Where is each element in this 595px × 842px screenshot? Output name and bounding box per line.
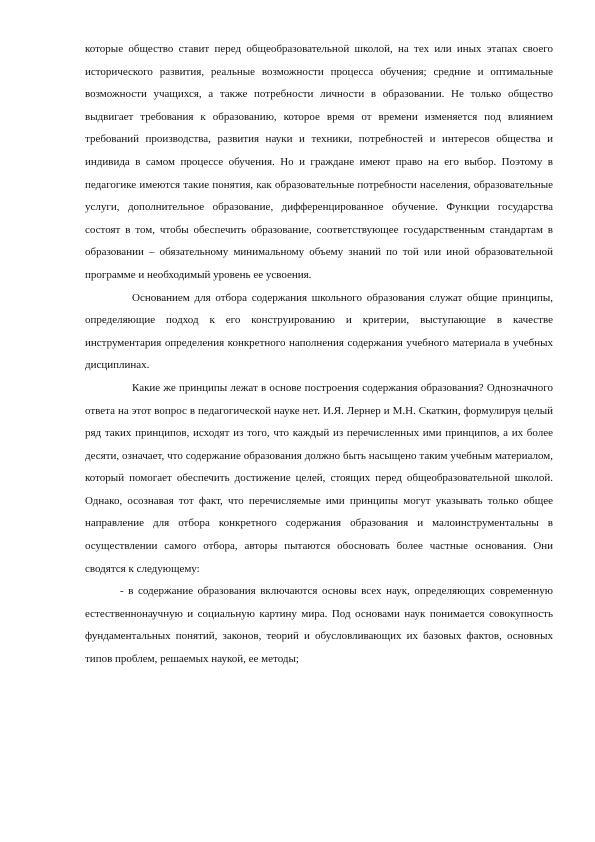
list-item-1: - в содержание образования включаются основы всех наук, определяющих современную естественнонаучную и социальную картину мира. Под основами наук понимается совокупность фундаментальных понятий, законов, теорий и обусловливающих их базовых фактов, основных типов проблем, решаемых наукой, ее методы; — [85, 585, 553, 666]
paragraph-1: которые общество ставит перед общеобразовательной школой, на тех или иных этапах своего исторического развития, реальные возможности процесса обучения; средние и оптимальные возможности учащихся, а также потребности личности в образовании. Не только общество выдвигает требования к образованию, которое время от времени изменяется под влиянием требований производства, развития науки и техники, потребностей и интересов общества и индивида в самом процессе обучения. Но и граждане имеют право на его выбор. Поэтому в педагогике имеются такие понятия, как образовательные потребности населения, образовательные услуги, дополнительное образование, дифференцированное обучение. Функции государства состоят в том, чтобы обеспечить образование, соответствующее государственным стандартам в образовании – обязательному минимальному объему знаний по той или иной образовательной программе и необходимый уровень ее усвоения. — [85, 43, 553, 281]
paragraph-3: Какие же принципы лежат в основе построения содержания образования? Однозначного ответа на этот вопрос в педагогической науке нет. И.Я. Лернер и М.Н. Скаткин, формулируя целый ряд таких принципов, исходят из того, что каждый из перечисленных ими принципов, а их более десяти, означает, что содержание образования должно быть насыщено таким учебным материалом, который помогает обеспечить достижение целей, стоящих перед общеобразовательной школой. Однако, осознавая тот факт, что перечисляемые ими принципы могут указывать только общее направление для отбора конкретного содержания образования и малоинструментальны в осуществлении самого отбора, авторы пытаются обосновать более частные основания. Они сводятся к следующему: — [85, 381, 553, 575]
document-page — [85, 38, 553, 671]
paragraph-2: Основанием для отбора содержания школьного образования служат общие принципы, определяющие подход к его конструированию и критерии, выступающие в качестве инструментария определения конкретного наполнения содержания учебного материала в учебных дисциплинах. — [85, 291, 553, 372]
